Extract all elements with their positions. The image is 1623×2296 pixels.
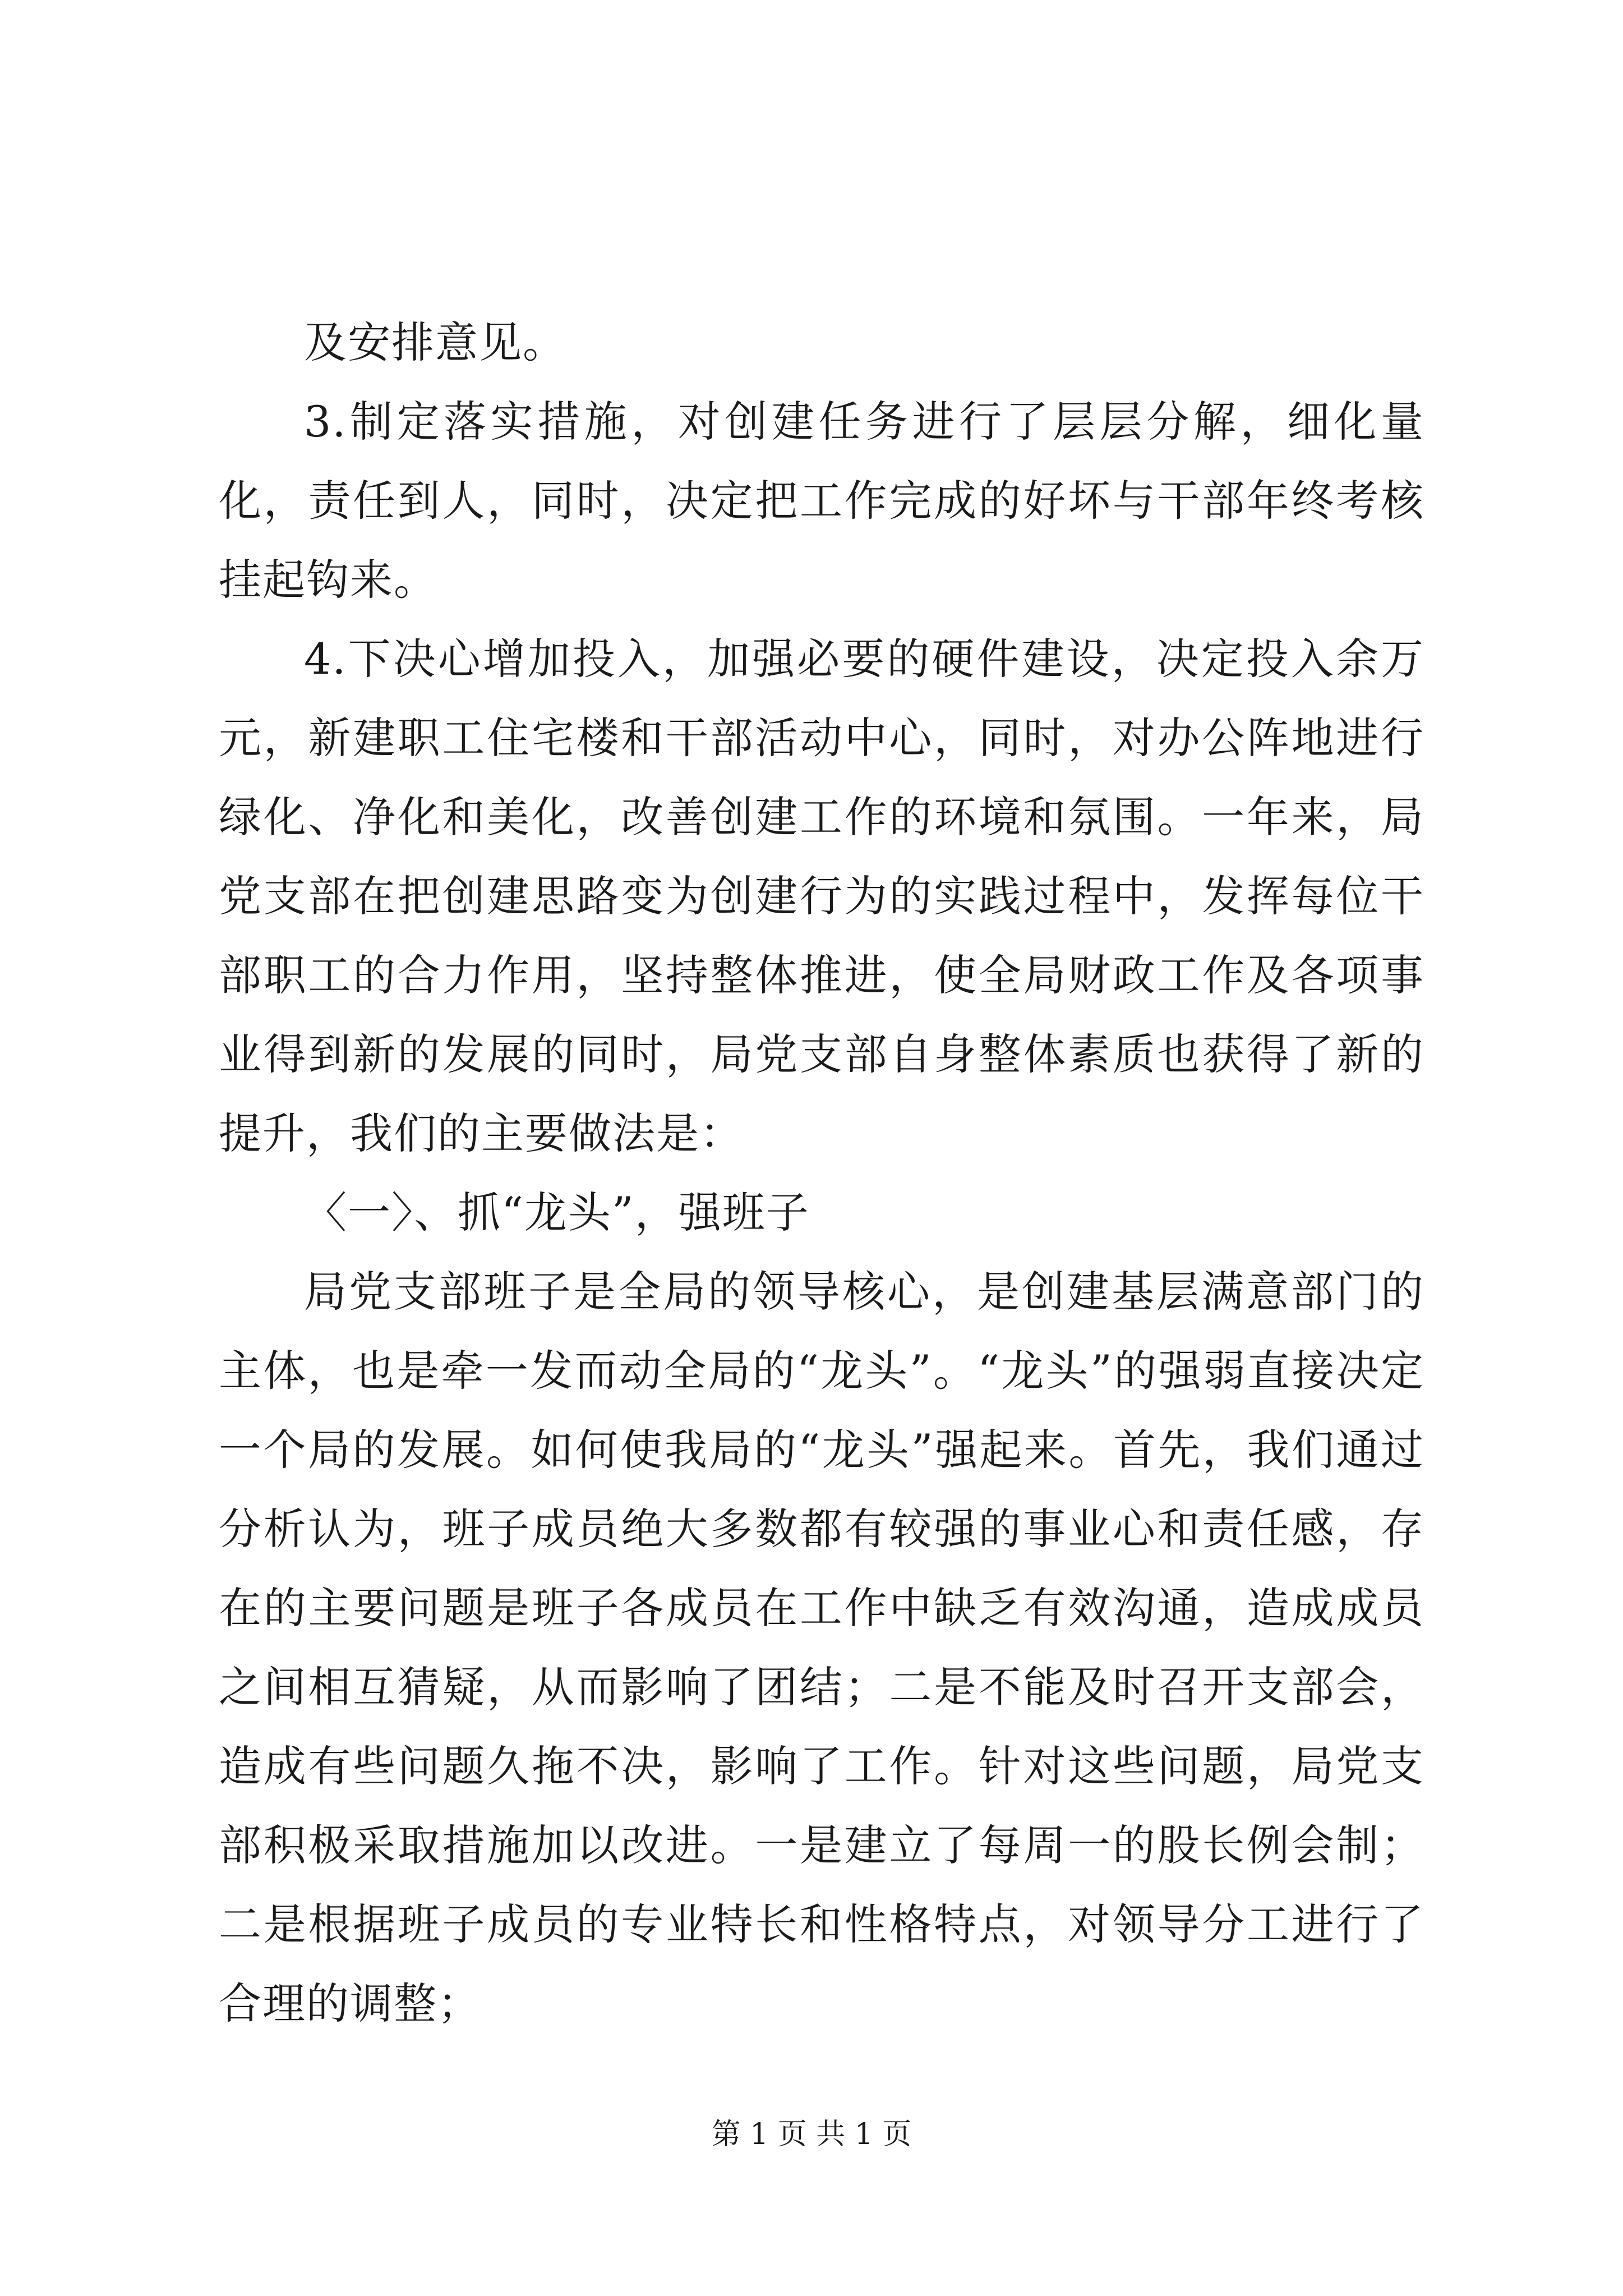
document-body: [219, 303, 1424, 2043]
paragraph: 4.下决心增加投入，加强必要的硬件建设，决定投入余万元，新建职工住宅楼和干部活动中心，同时，对办公阵地进行绿化、净化和美化，改善创建工作的环境和氛围。一年来，局党支部在把创建思路变为创建行为的实践过程中，发挥每位干部职工的合力作用，坚持整体推进，使全局财政工作及各项事业得到新的发展的同时，局党支部自身整体素质也获得了新的提升，我们的主要做法是：: [219, 634, 1424, 1158]
section-heading: 〈一〉、抓“龙头”，强班子: [304, 1188, 810, 1237]
page-footer: 第 1 页 共 1 页: [711, 2118, 912, 2151]
paragraph: 及安排意见。: [304, 318, 566, 367]
paragraph: 局党支部班子是全局的领导核心，是创建基层满意部门的主体，也是牵一发而动全局的“龙头”。“龙头”的强弱直接决定一个局的发展。如何使我局的“龙头”强起来。首先，我们通过分析认为，班子成员绝大多数都有较强的事业心和责任感，存在的主要问题是班子各成员在工作中缺乏有效沟通，造成成员之间相互猜疑，从而影响了团结；二是不能及时召开支部会，造成有些问题久拖不决，影响了工作。针对这些问题，局党支部积极采取措施加以改进。一是建立了每周一的股长例会制；二是根据班子成员的专业特长和性格特点，对领导分工进行了合理的调整；: [219, 1267, 1424, 2028]
paragraph: 3.制定落实措施，对创建任务进行了层层分解，细化量化，责任到人，同时，决定把工作完成的好坏与干部年终考核挂起钩来。: [219, 397, 1424, 605]
